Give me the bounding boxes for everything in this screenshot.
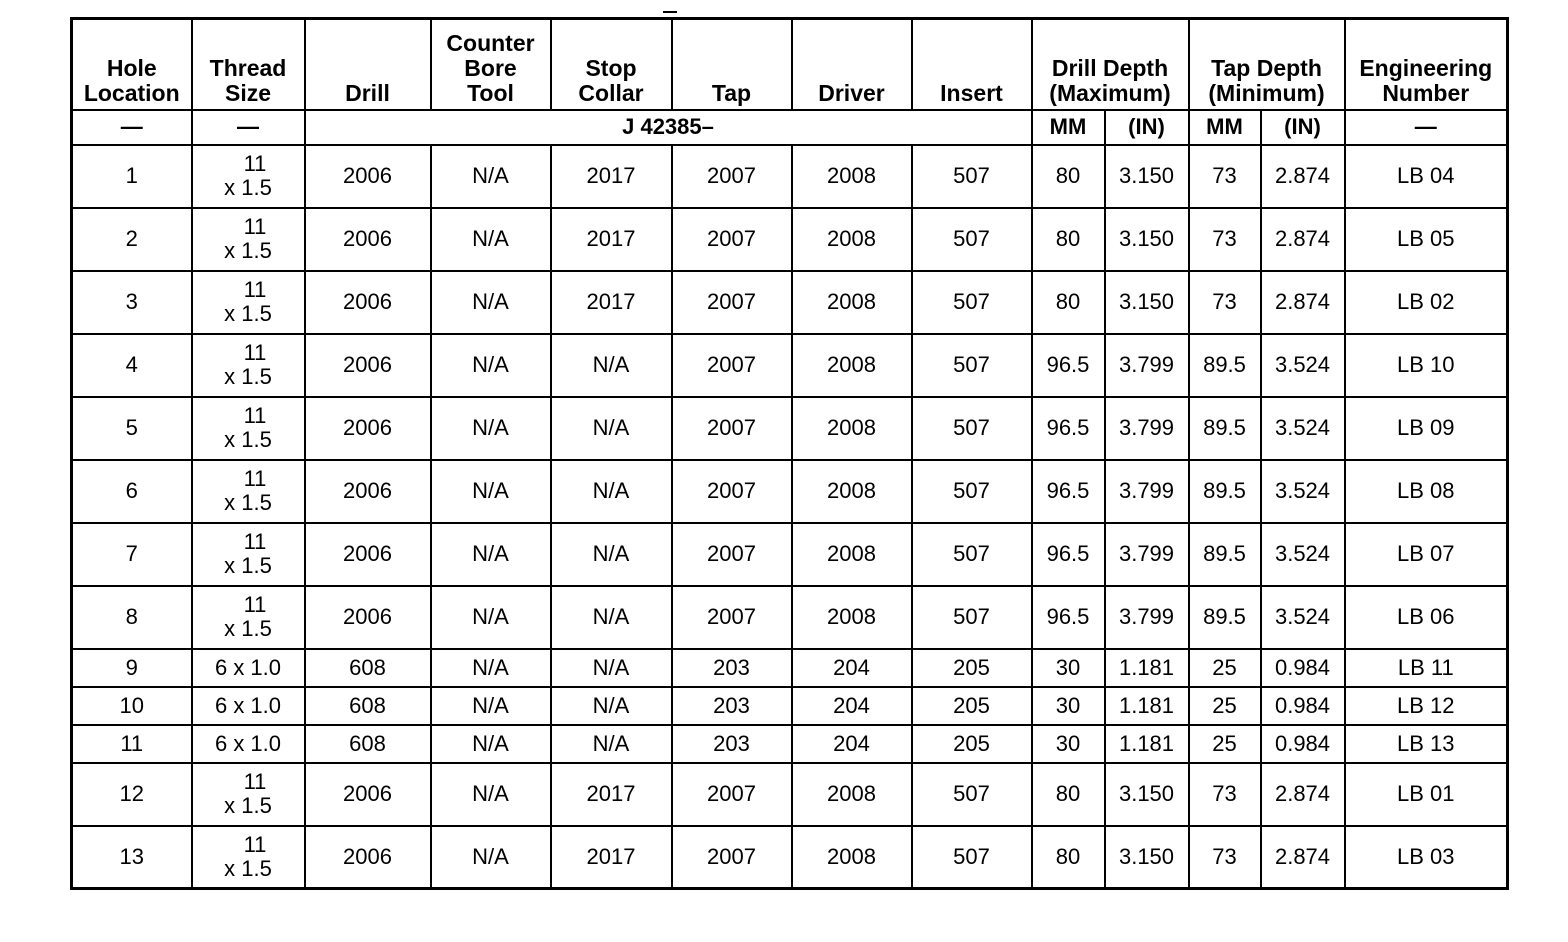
table-row: [72, 523, 1508, 586]
thread-size-line: x 1.5: [224, 616, 272, 641]
cell-drill: 2006: [305, 586, 431, 649]
cell-engineering-number: LB 01: [1345, 763, 1508, 826]
cell-thread-size: [192, 725, 305, 763]
cell-thread-size: [192, 586, 305, 649]
subheader-thread-size: —: [192, 110, 305, 145]
header-counter-bore-tool-line3: Tool: [467, 79, 514, 106]
table-row: [72, 208, 1508, 271]
cell-tap: 203: [672, 649, 792, 687]
cell-tap-depth-mm: 73: [1189, 145, 1261, 208]
cell-tap-depth-in: 2.874: [1261, 763, 1345, 826]
cell-driver: 204: [792, 687, 912, 725]
header-thread-size-line1: Thread: [209, 54, 287, 81]
header-drill-depth-line2: (Maximum): [1049, 79, 1171, 106]
cell-stop-collar: 2017: [551, 763, 672, 826]
header-tap: Tap: [672, 19, 792, 110]
table-row: [72, 334, 1508, 397]
top-tick-mark: [663, 11, 677, 13]
cell-insert: 507: [912, 334, 1032, 397]
cell-hole-location: 2: [72, 208, 192, 271]
cell-counter-bore-tool: N/A: [431, 687, 551, 725]
cell-drill-depth-in: 3.150: [1105, 145, 1189, 208]
cell-drill-depth-mm: 96.5: [1032, 460, 1105, 523]
cell-drill-depth-in: 3.150: [1105, 208, 1189, 271]
thread-size-line: 11: [243, 831, 267, 857]
cell-stop-collar: N/A: [551, 649, 672, 687]
cell-stop-collar: 2017: [551, 271, 672, 334]
cell-tap-depth-in: 0.984: [1261, 725, 1345, 763]
cell-tap-depth-mm: 25: [1189, 725, 1261, 763]
cell-drill: 2006: [305, 397, 431, 460]
cell-drill: 2006: [305, 460, 431, 523]
thread-size-line: 11: [243, 769, 267, 794]
cell-tap: 2007: [672, 208, 792, 271]
cell-tap-depth-in: 3.524: [1261, 460, 1345, 523]
cell-drill-depth-in: 3.150: [1105, 763, 1189, 826]
cell-hole-location: 4: [72, 334, 192, 397]
cell-drill-depth-mm: 96.5: [1032, 523, 1105, 586]
cell-hole-location: 1: [72, 145, 192, 208]
cell-drill-depth-in: 3.799: [1105, 397, 1189, 460]
cell-stop-collar: N/A: [551, 334, 672, 397]
cell-tap-depth-mm: 89.5: [1189, 586, 1261, 649]
cell-tap-depth-mm: 73: [1189, 208, 1261, 271]
cell-counter-bore-tool: N/A: [431, 649, 551, 687]
thread-size-line: 11: [243, 340, 267, 365]
cell-tap: 2007: [672, 460, 792, 523]
cell-counter-bore-tool: N/A: [431, 334, 551, 397]
header-driver: Driver: [792, 19, 912, 110]
cell-driver: 2008: [792, 271, 912, 334]
header-counter-bore-tool-line2: Bore: [464, 54, 517, 81]
cell-drill: 2006: [305, 208, 431, 271]
cell-counter-bore-tool: N/A: [431, 826, 551, 889]
cell-insert: 507: [912, 826, 1032, 889]
cell-thread-size: [192, 397, 305, 460]
cell-driver: 2008: [792, 397, 912, 460]
cell-engineering-number: LB 12: [1345, 687, 1508, 725]
cell-counter-bore-tool: N/A: [431, 586, 551, 649]
cell-tap-depth-in: 3.524: [1261, 334, 1345, 397]
cell-drill-depth-in: 1.181: [1105, 649, 1189, 687]
cell-engineering-number: LB 13: [1345, 725, 1508, 763]
cell-insert: 205: [912, 649, 1032, 687]
subheader-hole-location: —: [72, 110, 192, 145]
table-row: [72, 725, 1508, 763]
header-stop-collar-line2: Collar: [578, 79, 644, 106]
cell-drill-depth-in: 1.181: [1105, 725, 1189, 763]
table-row: [72, 586, 1508, 649]
tool-spec-table: [70, 17, 1509, 890]
cell-drill-depth-in: 3.799: [1105, 523, 1189, 586]
cell-driver: 2008: [792, 208, 912, 271]
cell-insert: 205: [912, 725, 1032, 763]
cell-tap-depth-mm: 73: [1189, 271, 1261, 334]
cell-drill-depth-in: 3.150: [1105, 826, 1189, 889]
header-drill-depth: [1032, 19, 1189, 110]
cell-stop-collar: 2017: [551, 826, 672, 889]
cell-tap: 2007: [672, 397, 792, 460]
cell-counter-bore-tool: N/A: [431, 725, 551, 763]
header-hole-location-line1: Hole: [106, 54, 157, 81]
thread-size-line: x 1.5: [224, 490, 272, 515]
header-tap-depth-line2: (Minimum): [1208, 79, 1325, 106]
thread-size-line: 11: [243, 214, 267, 239]
header-engineering-number: [1345, 19, 1508, 110]
subheader-tap-mm: MM: [1189, 110, 1261, 145]
cell-insert: 205: [912, 687, 1032, 725]
thread-size-line: 11: [243, 277, 267, 302]
cell-counter-bore-tool: N/A: [431, 145, 551, 208]
cell-driver: 2008: [792, 763, 912, 826]
header-hole-location-line2: Location: [83, 79, 180, 106]
cell-drill: 608: [305, 687, 431, 725]
cell-thread-size: [192, 145, 305, 208]
table-body: [72, 145, 1508, 889]
subheader-tool-prefix: J 42385–: [305, 110, 1032, 145]
cell-tap: 2007: [672, 523, 792, 586]
cell-hole-location: 12: [72, 763, 192, 826]
cell-insert: 507: [912, 763, 1032, 826]
thread-size-line: x 1.5: [224, 301, 272, 326]
cell-thread-size: [192, 826, 305, 889]
cell-hole-location: 3: [72, 271, 192, 334]
cell-stop-collar: N/A: [551, 523, 672, 586]
cell-tap-depth-in: 0.984: [1261, 687, 1345, 725]
cell-tap-depth-in: 3.524: [1261, 523, 1345, 586]
cell-tap: 2007: [672, 271, 792, 334]
cell-engineering-number: LB 07: [1345, 523, 1508, 586]
cell-drill: 608: [305, 725, 431, 763]
cell-tap-depth-mm: 73: [1189, 763, 1261, 826]
cell-drill: 608: [305, 649, 431, 687]
header-stop-collar-line1: Stop: [585, 54, 637, 81]
table-row: [72, 826, 1508, 889]
cell-drill-depth-mm: 30: [1032, 725, 1105, 763]
cell-drill-depth-in: 1.181: [1105, 687, 1189, 725]
cell-insert: 507: [912, 460, 1032, 523]
thread-size-line: 11: [243, 403, 267, 428]
cell-drill-depth-in: 3.799: [1105, 334, 1189, 397]
cell-drill-depth-mm: 96.5: [1032, 334, 1105, 397]
table-row: [72, 271, 1508, 334]
cell-tap-depth-mm: 89.5: [1189, 334, 1261, 397]
cell-drill: 2006: [305, 763, 431, 826]
thread-size-line: x 1.5: [224, 427, 272, 452]
cell-drill: 2006: [305, 826, 431, 889]
cell-counter-bore-tool: N/A: [431, 460, 551, 523]
cell-engineering-number: LB 02: [1345, 271, 1508, 334]
cell-tap-depth-in: 3.524: [1261, 586, 1345, 649]
header-row: [72, 19, 1508, 110]
cell-tap-depth-in: 2.874: [1261, 271, 1345, 334]
cell-drill-depth-mm: 80: [1032, 826, 1105, 889]
thread-size-line: 6 x 1.0: [214, 692, 282, 718]
cell-hole-location: 8: [72, 586, 192, 649]
thread-size-line: x 1.5: [224, 855, 272, 881]
cell-engineering-number: LB 08: [1345, 460, 1508, 523]
cell-drill: 2006: [305, 334, 431, 397]
cell-drill-depth-in: 3.150: [1105, 271, 1189, 334]
cell-tap-depth-mm: 89.5: [1189, 523, 1261, 586]
cell-thread-size: [192, 649, 305, 687]
subheader-tap-in: (IN): [1261, 110, 1345, 145]
cell-drill: 2006: [305, 271, 431, 334]
cell-drill-depth-mm: 80: [1032, 271, 1105, 334]
cell-thread-size: [192, 208, 305, 271]
cell-hole-location: 7: [72, 523, 192, 586]
cell-tap-depth-mm: 25: [1189, 649, 1261, 687]
cell-hole-location: 5: [72, 397, 192, 460]
cell-drill-depth-mm: 96.5: [1032, 397, 1105, 460]
cell-driver: 2008: [792, 460, 912, 523]
cell-counter-bore-tool: N/A: [431, 523, 551, 586]
cell-drill-depth-mm: 30: [1032, 687, 1105, 725]
cell-engineering-number: LB 11: [1345, 649, 1508, 687]
thread-size-line: x 1.5: [224, 793, 272, 818]
cell-drill: 2006: [305, 523, 431, 586]
subheader-drill-mm: MM: [1032, 110, 1105, 145]
cell-stop-collar: N/A: [551, 460, 672, 523]
cell-driver: 204: [792, 649, 912, 687]
cell-tap-depth-mm: 73: [1189, 826, 1261, 889]
cell-thread-size: [192, 763, 305, 826]
header-stop-collar: [551, 19, 672, 110]
cell-insert: 507: [912, 145, 1032, 208]
cell-tap: 2007: [672, 826, 792, 889]
cell-stop-collar: 2017: [551, 208, 672, 271]
cell-hole-location: 11: [72, 725, 192, 763]
cell-counter-bore-tool: N/A: [431, 208, 551, 271]
cell-stop-collar: N/A: [551, 586, 672, 649]
table-row: [72, 687, 1508, 725]
subheader-row: [72, 110, 1508, 145]
cell-engineering-number: LB 05: [1345, 208, 1508, 271]
cell-insert: 507: [912, 271, 1032, 334]
table-row: [72, 145, 1508, 208]
cell-thread-size: [192, 271, 305, 334]
cell-tap-depth-in: 0.984: [1261, 649, 1345, 687]
cell-tap: 2007: [672, 763, 792, 826]
cell-drill-depth-in: 3.799: [1105, 460, 1189, 523]
cell-insert: 507: [912, 586, 1032, 649]
cell-insert: 507: [912, 397, 1032, 460]
cell-driver: 204: [792, 725, 912, 763]
table-row: [72, 649, 1508, 687]
cell-tap: 2007: [672, 145, 792, 208]
cell-thread-size: [192, 334, 305, 397]
cell-driver: 2008: [792, 826, 912, 889]
cell-thread-size: [192, 523, 305, 586]
header-thread-size: [192, 19, 305, 110]
cell-engineering-number: LB 09: [1345, 397, 1508, 460]
cell-driver: 2008: [792, 586, 912, 649]
thread-size-line: 11: [243, 466, 267, 491]
cell-hole-location: 6: [72, 460, 192, 523]
cell-driver: 2008: [792, 145, 912, 208]
cell-tap-depth-in: 2.874: [1261, 826, 1345, 889]
thread-size-line: 6 x 1.0: [214, 730, 282, 756]
header-engineering-number-line1: Engineering: [1359, 54, 1493, 81]
cell-drill-depth-mm: 80: [1032, 145, 1105, 208]
cell-tap-depth-in: 2.874: [1261, 145, 1345, 208]
thread-size-line: x 1.5: [224, 364, 272, 389]
cell-stop-collar: N/A: [551, 687, 672, 725]
cell-engineering-number: LB 04: [1345, 145, 1508, 208]
subheader-engineering-number: —: [1345, 110, 1508, 145]
cell-counter-bore-tool: N/A: [431, 763, 551, 826]
subheader-drill-in: (IN): [1105, 110, 1189, 145]
thread-size-line: x 1.5: [224, 553, 272, 578]
cell-tap-depth-mm: 89.5: [1189, 460, 1261, 523]
cell-tap-depth-in: 3.524: [1261, 397, 1345, 460]
cell-stop-collar: 2017: [551, 145, 672, 208]
header-hole-location: [72, 19, 192, 110]
cell-tap: 203: [672, 725, 792, 763]
cell-counter-bore-tool: N/A: [431, 397, 551, 460]
cell-counter-bore-tool: N/A: [431, 271, 551, 334]
cell-hole-location: 13: [72, 826, 192, 889]
cell-tap: 2007: [672, 334, 792, 397]
thread-size-line: 11: [243, 529, 267, 554]
cell-hole-location: 10: [72, 687, 192, 725]
cell-stop-collar: N/A: [551, 397, 672, 460]
header-counter-bore-tool-line1: Counter: [446, 29, 535, 56]
thread-size-line: x 1.5: [224, 238, 272, 263]
header-tap-depth-line1: Tap Depth: [1211, 54, 1322, 81]
header-drill-depth-line1: Drill Depth: [1051, 54, 1169, 81]
thread-size-line: 11: [243, 151, 267, 176]
cell-engineering-number: LB 06: [1345, 586, 1508, 649]
cell-tap-depth-mm: 89.5: [1189, 397, 1261, 460]
header-engineering-number-line2: Number: [1382, 79, 1470, 106]
cell-insert: 507: [912, 523, 1032, 586]
header-drill: Drill: [305, 19, 431, 110]
header-counter-bore-tool: [431, 19, 551, 110]
header-thread-size-line2: Size: [224, 79, 272, 106]
cell-engineering-number: LB 10: [1345, 334, 1508, 397]
table-row: [72, 460, 1508, 523]
cell-drill-depth-mm: 80: [1032, 763, 1105, 826]
header-insert: Insert: [912, 19, 1032, 110]
cell-tap: 2007: [672, 586, 792, 649]
cell-stop-collar: N/A: [551, 725, 672, 763]
cell-drill-depth-in: 3.799: [1105, 586, 1189, 649]
header-tap-depth: [1189, 19, 1345, 110]
cell-drill-depth-mm: 80: [1032, 208, 1105, 271]
cell-drill-depth-mm: 30: [1032, 649, 1105, 687]
thread-size-line: x 1.5: [224, 175, 272, 200]
thread-size-line: 11: [243, 592, 267, 617]
table-row: [72, 397, 1508, 460]
cell-drill: 2006: [305, 145, 431, 208]
cell-driver: 2008: [792, 523, 912, 586]
cell-thread-size: [192, 687, 305, 725]
cell-tap-depth-in: 2.874: [1261, 208, 1345, 271]
thread-size-line: 6 x 1.0: [214, 654, 282, 680]
cell-hole-location: 9: [72, 649, 192, 687]
cell-tap: 203: [672, 687, 792, 725]
cell-tap-depth-mm: 25: [1189, 687, 1261, 725]
cell-drill-depth-mm: 96.5: [1032, 586, 1105, 649]
table-row: [72, 763, 1508, 826]
cell-thread-size: [192, 460, 305, 523]
cell-insert: 507: [912, 208, 1032, 271]
cell-engineering-number: LB 03: [1345, 826, 1508, 889]
cell-driver: 2008: [792, 334, 912, 397]
